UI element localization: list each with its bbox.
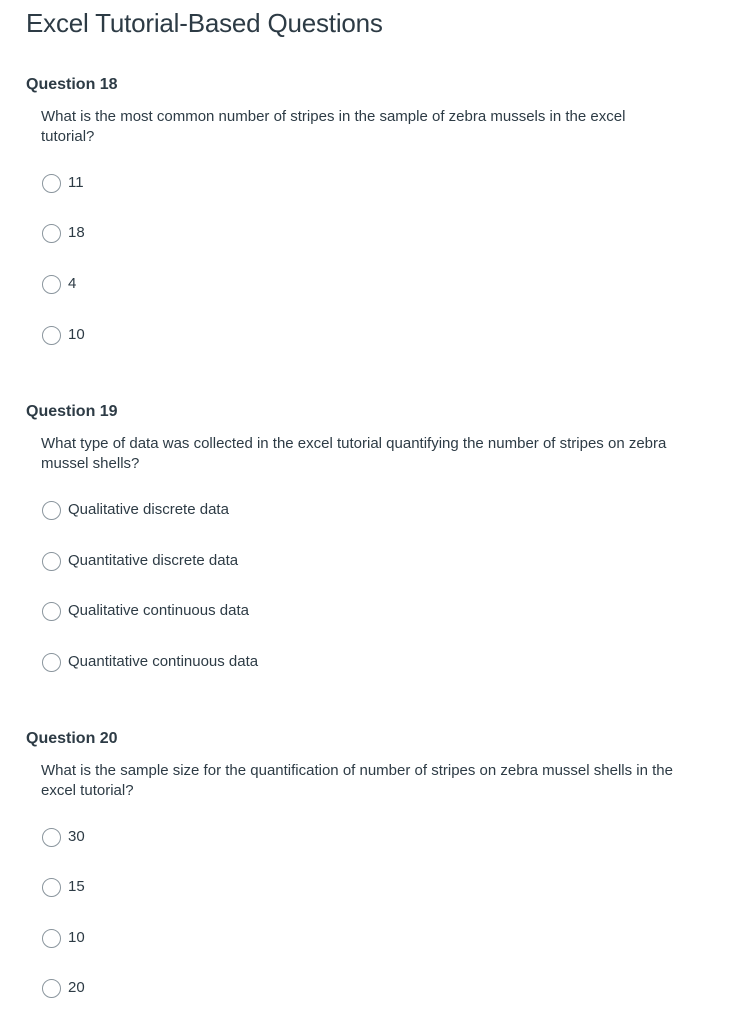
answer-option[interactable] <box>42 875 85 899</box>
answer-label: 4 <box>68 275 77 292</box>
answer-option[interactable] <box>42 599 249 623</box>
answer-label: 10 <box>68 929 85 946</box>
radio-button[interactable] <box>42 174 61 193</box>
radio-button[interactable] <box>42 979 61 998</box>
answer-option[interactable] <box>42 323 85 347</box>
radio-button[interactable] <box>42 653 61 672</box>
answer-option[interactable] <box>42 825 85 849</box>
answer-option[interactable] <box>42 549 238 573</box>
answer-label: 30 <box>68 828 85 845</box>
question-text: What is the sample size for the quantification of number of stripes on zebra mussel shells in the excel tutorial? <box>41 762 673 799</box>
answer-label: 20 <box>68 979 85 996</box>
question-heading: Question 18 <box>26 76 118 93</box>
radio-button[interactable] <box>42 602 61 621</box>
answer-label: 11 <box>68 174 84 191</box>
radio-button[interactable] <box>42 501 61 520</box>
radio-button[interactable] <box>42 326 61 345</box>
answer-option[interactable] <box>42 221 85 245</box>
answer-label: 15 <box>68 878 85 895</box>
answer-option[interactable] <box>42 272 76 296</box>
answer-label: 10 <box>68 326 85 343</box>
radio-button[interactable] <box>42 828 61 847</box>
answer-label: Qualitative continuous data <box>68 602 249 619</box>
radio-button[interactable] <box>42 224 61 243</box>
answer-option[interactable] <box>42 976 85 1000</box>
radio-button[interactable] <box>42 929 61 948</box>
radio-button[interactable] <box>42 878 61 897</box>
question-heading: Question 20 <box>26 730 118 747</box>
radio-button[interactable] <box>42 552 61 571</box>
question-text: What is the most common number of stripes in the sample of zebra mussels in the excel tutorial? <box>41 108 626 145</box>
answer-option[interactable] <box>42 650 258 674</box>
question-text: What type of data was collected in the excel tutorial quantifying the number of stripes on zebra mussel shells? <box>41 435 667 472</box>
question-heading: Question 19 <box>26 403 118 420</box>
answer-label: Qualitative discrete data <box>68 501 229 518</box>
radio-button[interactable] <box>42 275 61 294</box>
answer-label: Quantitative discrete data <box>68 552 239 569</box>
answer-label: 18 <box>68 224 85 241</box>
answer-option[interactable] <box>42 171 84 195</box>
page-title: Excel Tutorial-Based Questions <box>26 8 383 38</box>
answer-option[interactable] <box>42 498 229 522</box>
answer-label: Quantitative continuous data <box>68 653 259 670</box>
answer-option[interactable] <box>42 926 85 950</box>
